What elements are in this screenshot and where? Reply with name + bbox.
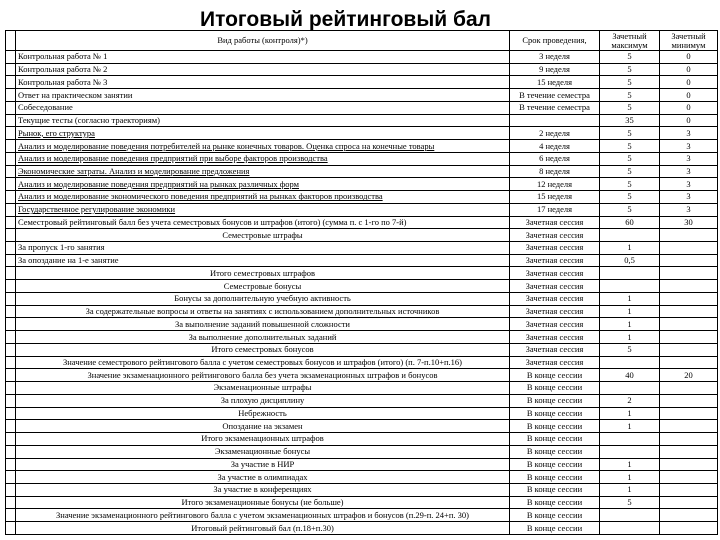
row-work-type: За выполнение заданий повышенной сложности (16, 318, 510, 331)
row-min (660, 331, 718, 344)
table-row (6, 382, 718, 395)
row-number-cell (6, 63, 16, 76)
row-number-cell (6, 280, 16, 293)
row-max: 1 (600, 242, 660, 255)
row-term (510, 114, 600, 127)
row-max: 1 (600, 318, 660, 331)
row-min: 3 (660, 203, 718, 216)
row-number-cell (6, 229, 16, 242)
row-work-type: Государственное регулирование экономики (16, 203, 510, 216)
table-row (6, 343, 718, 356)
row-work-type: Семестровый рейтинговый балл без учета семестровых бонусов и штрафов (итого) (сумма п. с 1-го по 7-й) (16, 216, 510, 229)
row-term: В течение семестра (510, 101, 600, 114)
row-max: 1 (600, 305, 660, 318)
row-max: 2 (600, 394, 660, 407)
table-row (6, 178, 718, 191)
row-number-cell (6, 356, 16, 369)
row-term: Зачетная сессия (510, 292, 600, 305)
row-number-cell (6, 509, 16, 522)
table-row (6, 89, 718, 102)
row-min (660, 496, 718, 509)
row-term: В конце сессии (510, 382, 600, 395)
row-max: 40 (600, 369, 660, 382)
row-max: 5 (600, 496, 660, 509)
row-min (660, 242, 718, 255)
row-max: 5 (600, 63, 660, 76)
table-row (6, 101, 718, 114)
row-term: Зачетная сессия (510, 216, 600, 229)
row-min (660, 458, 718, 471)
row-term: В конце сессии (510, 496, 600, 509)
table-row (6, 63, 718, 76)
row-max: 5 (600, 51, 660, 64)
row-term: 9 неделя (510, 63, 600, 76)
row-number-cell (6, 471, 16, 484)
row-min (660, 509, 718, 522)
table-row (6, 152, 718, 165)
row-term: В конце сессии (510, 407, 600, 420)
row-number-cell (6, 267, 16, 280)
table-row (6, 51, 718, 64)
row-term: В конце сессии (510, 483, 600, 496)
row-min: 3 (660, 152, 718, 165)
row-term: 3 неделя (510, 51, 600, 64)
row-number-cell (6, 445, 16, 458)
row-max (600, 267, 660, 280)
row-max: 5 (600, 76, 660, 89)
row-max: 1 (600, 471, 660, 484)
table-row (6, 356, 718, 369)
table-row (6, 140, 718, 153)
row-number-cell (6, 140, 16, 153)
row-number-cell (6, 216, 16, 229)
row-work-type: За участие в НИР (16, 458, 510, 471)
row-term: 15 неделя (510, 191, 600, 204)
row-min: 3 (660, 165, 718, 178)
table-row (6, 254, 718, 267)
row-min: 0 (660, 51, 718, 64)
row-work-type: Небрежность (16, 407, 510, 420)
row-min: 3 (660, 178, 718, 191)
row-term: В конце сессии (510, 522, 600, 535)
row-term: Зачетная сессия (510, 229, 600, 242)
row-term: Зачетная сессия (510, 305, 600, 318)
table-row (6, 509, 718, 522)
row-max: 5 (600, 140, 660, 153)
table-row (6, 394, 718, 407)
table-row (6, 76, 718, 89)
table-row (6, 331, 718, 344)
row-max: 1 (600, 292, 660, 305)
row-term: 2 неделя (510, 127, 600, 140)
header-min: Зачетный минимум (660, 31, 718, 51)
table-row (6, 369, 718, 382)
row-work-type: Экзаменационные бонусы (16, 445, 510, 458)
row-min (660, 292, 718, 305)
row-term: 12 неделя (510, 178, 600, 191)
row-work-type: Анализ и моделирование экономического поведения предприятий на рынках факторов производства (16, 191, 510, 204)
row-max: 5 (600, 101, 660, 114)
row-number-cell (6, 318, 16, 331)
row-min (660, 305, 718, 318)
row-max (600, 509, 660, 522)
table-row (6, 229, 718, 242)
table-row (6, 165, 718, 178)
row-number-cell (6, 407, 16, 420)
row-term: В конце сессии (510, 471, 600, 484)
row-max: 5 (600, 203, 660, 216)
row-min (660, 420, 718, 433)
row-min (660, 382, 718, 395)
row-work-type: Итого экзаменационных штрафов (16, 433, 510, 446)
row-work-type: За содержательные вопросы и ответы на занятиях с использованием дополнительных источников (16, 305, 510, 318)
table-row (6, 267, 718, 280)
row-min: 0 (660, 101, 718, 114)
row-min (660, 522, 718, 535)
table-row (6, 114, 718, 127)
table-body (6, 51, 718, 535)
row-max (600, 433, 660, 446)
row-min: 3 (660, 127, 718, 140)
row-number-cell (6, 89, 16, 102)
row-term: Зачетная сессия (510, 254, 600, 267)
row-number-cell (6, 178, 16, 191)
row-min: 0 (660, 89, 718, 102)
row-term: В конце сессии (510, 509, 600, 522)
row-number-cell (6, 165, 16, 178)
row-term: Зачетная сессия (510, 318, 600, 331)
row-min (660, 471, 718, 484)
row-work-type: Анализ и моделирование поведения предприятий при выборе факторов производства (16, 152, 510, 165)
row-work-type: Значение семестрового рейтингового балла с учетом семестровых бонусов и штрафов (итого) (п. 7-п.10+п.16) (16, 356, 510, 369)
row-term: Зачетная сессия (510, 331, 600, 344)
row-max: 5 (600, 127, 660, 140)
row-term: В конце сессии (510, 433, 600, 446)
row-term: 8 неделя (510, 165, 600, 178)
row-max: 1 (600, 458, 660, 471)
header-term: Срок проведения, (510, 31, 600, 51)
row-max: 1 (600, 407, 660, 420)
row-number-cell (6, 522, 16, 535)
row-work-type: Контрольная работа № 3 (16, 76, 510, 89)
row-max: 0,5 (600, 254, 660, 267)
row-term: В течение семестра (510, 89, 600, 102)
row-term: 6 неделя (510, 152, 600, 165)
row-max (600, 445, 660, 458)
row-work-type: Значение экзаменационного рейтингового балла с учетом экзаменационных штрафов и бонусов (п.29-п. 24+п. 30) (16, 509, 510, 522)
row-term: В конце сессии (510, 420, 600, 433)
table-row (6, 445, 718, 458)
row-work-type: Собеседование (16, 101, 510, 114)
row-max (600, 382, 660, 395)
header-num-cell (6, 31, 16, 51)
row-number-cell (6, 76, 16, 89)
row-number-cell (6, 420, 16, 433)
row-number-cell (6, 191, 16, 204)
row-number-cell (6, 483, 16, 496)
row-min: 3 (660, 191, 718, 204)
row-max: 1 (600, 331, 660, 344)
row-term: Зачетная сессия (510, 356, 600, 369)
row-term: Зачетная сессия (510, 267, 600, 280)
row-term: Зачетная сессия (510, 280, 600, 293)
row-work-type: Анализ и моделирование поведения потребителей на рынке конечных товаров. Оценка спроса на конечные товары (16, 140, 510, 153)
row-min: 20 (660, 369, 718, 382)
row-number-cell (6, 152, 16, 165)
row-max (600, 280, 660, 293)
row-work-type: Текущие тесты (согласно траекториям) (16, 114, 510, 127)
row-term: Зачетная сессия (510, 343, 600, 356)
row-work-type: За выполнение дополнительных заданий (16, 331, 510, 344)
row-min: 0 (660, 76, 718, 89)
row-max: 1 (600, 420, 660, 433)
row-number-cell (6, 292, 16, 305)
row-term: 17 неделя (510, 203, 600, 216)
row-term: В конце сессии (510, 458, 600, 471)
row-max: 5 (600, 343, 660, 356)
row-number-cell (6, 203, 16, 216)
row-number-cell (6, 458, 16, 471)
row-min (660, 343, 718, 356)
row-max (600, 356, 660, 369)
row-max: 35 (600, 114, 660, 127)
table-row (6, 407, 718, 420)
row-term: 15 неделя (510, 76, 600, 89)
row-number-cell (6, 382, 16, 395)
row-term: В конце сессии (510, 394, 600, 407)
row-number-cell (6, 369, 16, 382)
row-work-type: Итоговый рейтинговый бал (п.18+п.30) (16, 522, 510, 535)
row-max: 5 (600, 152, 660, 165)
row-min (660, 356, 718, 369)
row-min (660, 394, 718, 407)
row-min: 0 (660, 114, 718, 127)
row-number-cell (6, 127, 16, 140)
row-number-cell (6, 331, 16, 344)
row-work-type: Итого экзаменационные бонусы (не больше) (16, 496, 510, 509)
row-min (660, 229, 718, 242)
row-work-type: Экономические затраты. Анализ и моделирование предложения (16, 165, 510, 178)
row-number-cell (6, 51, 16, 64)
row-min: 30 (660, 216, 718, 229)
table-row (6, 471, 718, 484)
header-max: Зачетный максимум (600, 31, 660, 51)
row-max: 5 (600, 89, 660, 102)
table-row (6, 216, 718, 229)
table-row (6, 127, 718, 140)
row-term: В конце сессии (510, 445, 600, 458)
rating-table (5, 30, 718, 535)
row-work-type: Анализ и моделирование поведения предприятий на рынках различных форм (16, 178, 510, 191)
row-work-type: Значение экзаменационного рейтингового балла без учета экзаменационных штрафов и бонусов (16, 369, 510, 382)
table-row (6, 242, 718, 255)
row-number-cell (6, 394, 16, 407)
row-max: 1 (600, 483, 660, 496)
row-max (600, 522, 660, 535)
row-number-cell (6, 254, 16, 267)
row-work-type: Контрольная работа № 2 (16, 63, 510, 76)
row-work-type: За опоздание на 1-е занятие (16, 254, 510, 267)
row-work-type: Семестровые бонусы (16, 280, 510, 293)
table-row (6, 458, 718, 471)
row-min (660, 267, 718, 280)
table-row (6, 318, 718, 331)
row-min (660, 318, 718, 331)
row-work-type: Экзаменационные штрафы (16, 382, 510, 395)
row-work-type: За участие в конференциях (16, 483, 510, 496)
row-number-cell (6, 496, 16, 509)
table-row (6, 496, 718, 509)
row-work-type: За плохую дисциплину (16, 394, 510, 407)
row-work-type: Опоздание на экзамен (16, 420, 510, 433)
row-max: 60 (600, 216, 660, 229)
row-term: В конце сессии (510, 369, 600, 382)
row-work-type: Контрольная работа № 1 (16, 51, 510, 64)
table-row (6, 280, 718, 293)
row-max: 5 (600, 178, 660, 191)
header-work-type: Вид работы (контроля)*) (16, 31, 510, 51)
row-work-type: Итого семестровых штрафов (16, 267, 510, 280)
row-number-cell (6, 433, 16, 446)
table-row (6, 433, 718, 446)
row-term: Зачетная сессия (510, 242, 600, 255)
table-row (6, 305, 718, 318)
row-min (660, 254, 718, 267)
row-max: 5 (600, 191, 660, 204)
table-row (6, 420, 718, 433)
row-min: 0 (660, 63, 718, 76)
row-number-cell (6, 101, 16, 114)
row-min (660, 407, 718, 420)
row-min (660, 445, 718, 458)
row-max: 5 (600, 165, 660, 178)
table-row (6, 483, 718, 496)
row-number-cell (6, 343, 16, 356)
row-work-type: За пропуск 1-го занятия (16, 242, 510, 255)
row-work-type: Рынок, его структура (16, 127, 510, 140)
table-header-row (6, 31, 718, 51)
row-work-type: Семестровые штрафы (16, 229, 510, 242)
row-work-type: Итого семестровых бонусов (16, 343, 510, 356)
row-work-type: Ответ на практическом занятии (16, 89, 510, 102)
row-min (660, 483, 718, 496)
row-number-cell (6, 242, 16, 255)
row-min: 3 (660, 140, 718, 153)
row-term: 4 неделя (510, 140, 600, 153)
row-number-cell (6, 114, 16, 127)
row-work-type: За участие в олимпиадах (16, 471, 510, 484)
row-work-type: Бонусы за дополнительную учебную активность (16, 292, 510, 305)
row-min (660, 433, 718, 446)
page-title: Итоговый рейтинговый бал (200, 8, 491, 31)
table-row (6, 191, 718, 204)
table-row (6, 203, 718, 216)
table-row (6, 522, 718, 535)
table-row (6, 292, 718, 305)
row-max (600, 229, 660, 242)
row-number-cell (6, 305, 16, 318)
row-min (660, 280, 718, 293)
